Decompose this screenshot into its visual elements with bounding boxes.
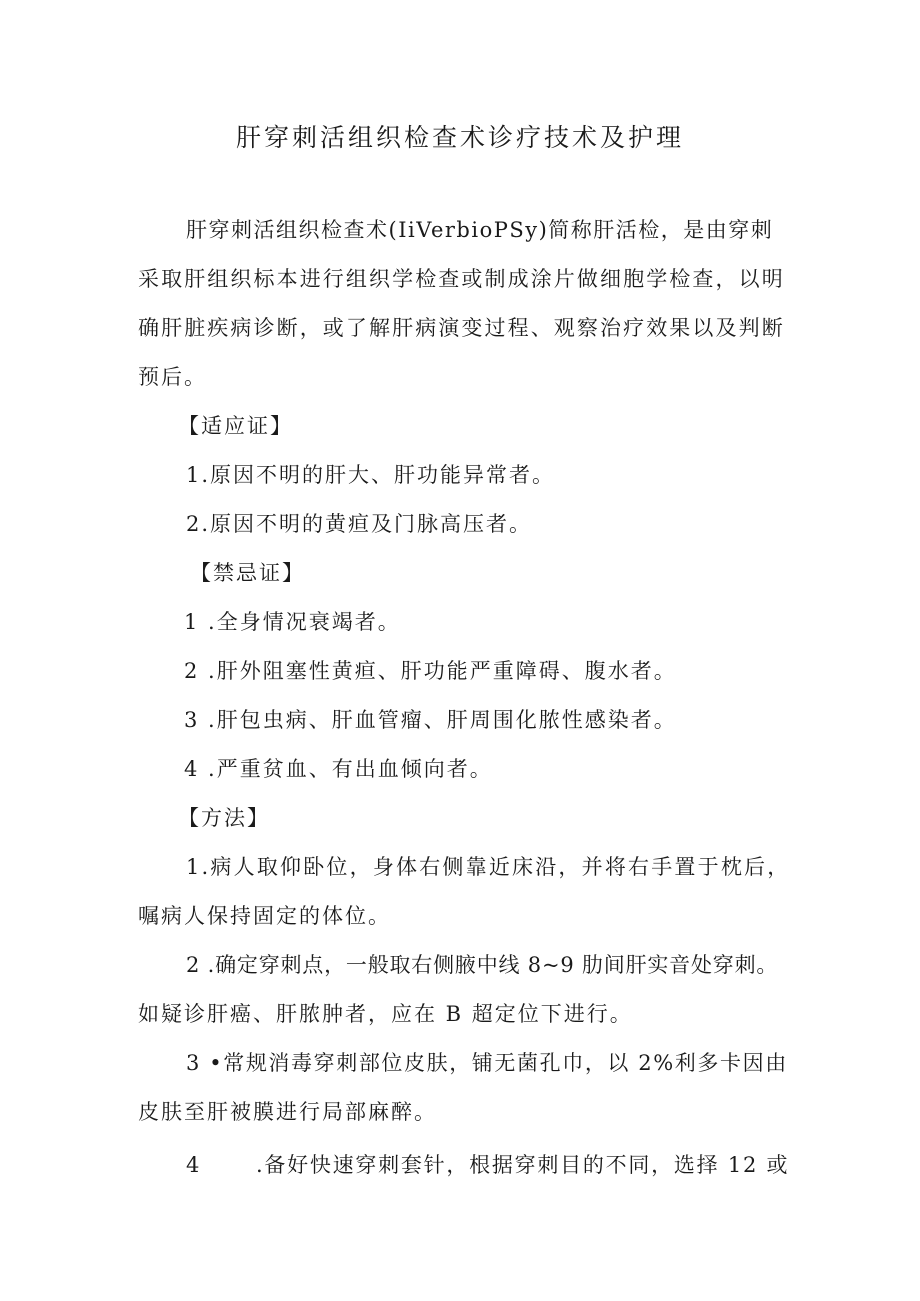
method-step-2-line-1: 2 .确定穿刺点，一般取右侧腋中线 8~9 肋间肝实音处穿刺。 — [186, 953, 779, 977]
contraindication-item-4: 4 .严重贫血、有出血倾向者。 — [184, 757, 493, 781]
intro-line-4: 预后。 — [138, 365, 207, 389]
indication-item-1: 1.原因不明的肝大、肝功能异常者。 — [186, 463, 556, 487]
method-step-4-number: 4 — [186, 1153, 202, 1177]
method-step-3-line-1: 3 •常规消毒穿刺部位皮肤，铺无菌孔巾，以 2%利多卡因由 — [186, 1051, 788, 1075]
contraindication-item-2: 2 .肝外阻塞性黄疸、肝功能严重障碍、腹水者。 — [184, 659, 677, 683]
method-step-1-line-2: 嘱病人保持固定的体位。 — [138, 904, 391, 928]
contraindications-heading: 【禁忌证】 — [190, 561, 305, 585]
intro-line-1: 肝穿刺活组织检查术(IiVerbioPSy)简称肝活检，是由穿刺 — [186, 218, 774, 242]
intro-line-2: 采取肝组织标本进行组织学检查或制成涂片做细胞学检查，以明 — [138, 267, 785, 291]
method-step-4-text: .备好快速穿刺套针，根据穿刺目的不同，选择 12 或 — [256, 1153, 790, 1177]
method-step-3-line-2: 皮肤至肝被膜进行局部麻醉。 — [138, 1100, 437, 1124]
contraindication-item-3: 3 .肝包虫病、肝血管瘤、肝周围化脓性感染者。 — [184, 708, 677, 732]
method-heading: 【方法】 — [178, 806, 270, 830]
indications-heading: 【适应证】 — [178, 414, 293, 438]
contraindication-item-1: 1 .全身情况衰竭者。 — [184, 610, 401, 634]
method-step-2-line-2: 如疑诊肝癌、肝脓肿者，应在 B 超定位下进行。 — [138, 1002, 633, 1026]
intro-line-3: 确肝脏疾病诊断，或了解肝病演变过程、观察治疗效果以及判断 — [138, 316, 785, 340]
method-step-1-line-1: 1.病人取仰卧位，身体右侧靠近床沿，并将右手置于枕后， — [186, 855, 791, 879]
indication-item-2: 2.原因不明的黄疸及门脉高压者。 — [186, 512, 533, 536]
document-title: 肝穿刺活组织检查术诊疗技术及护理 — [235, 123, 684, 152]
